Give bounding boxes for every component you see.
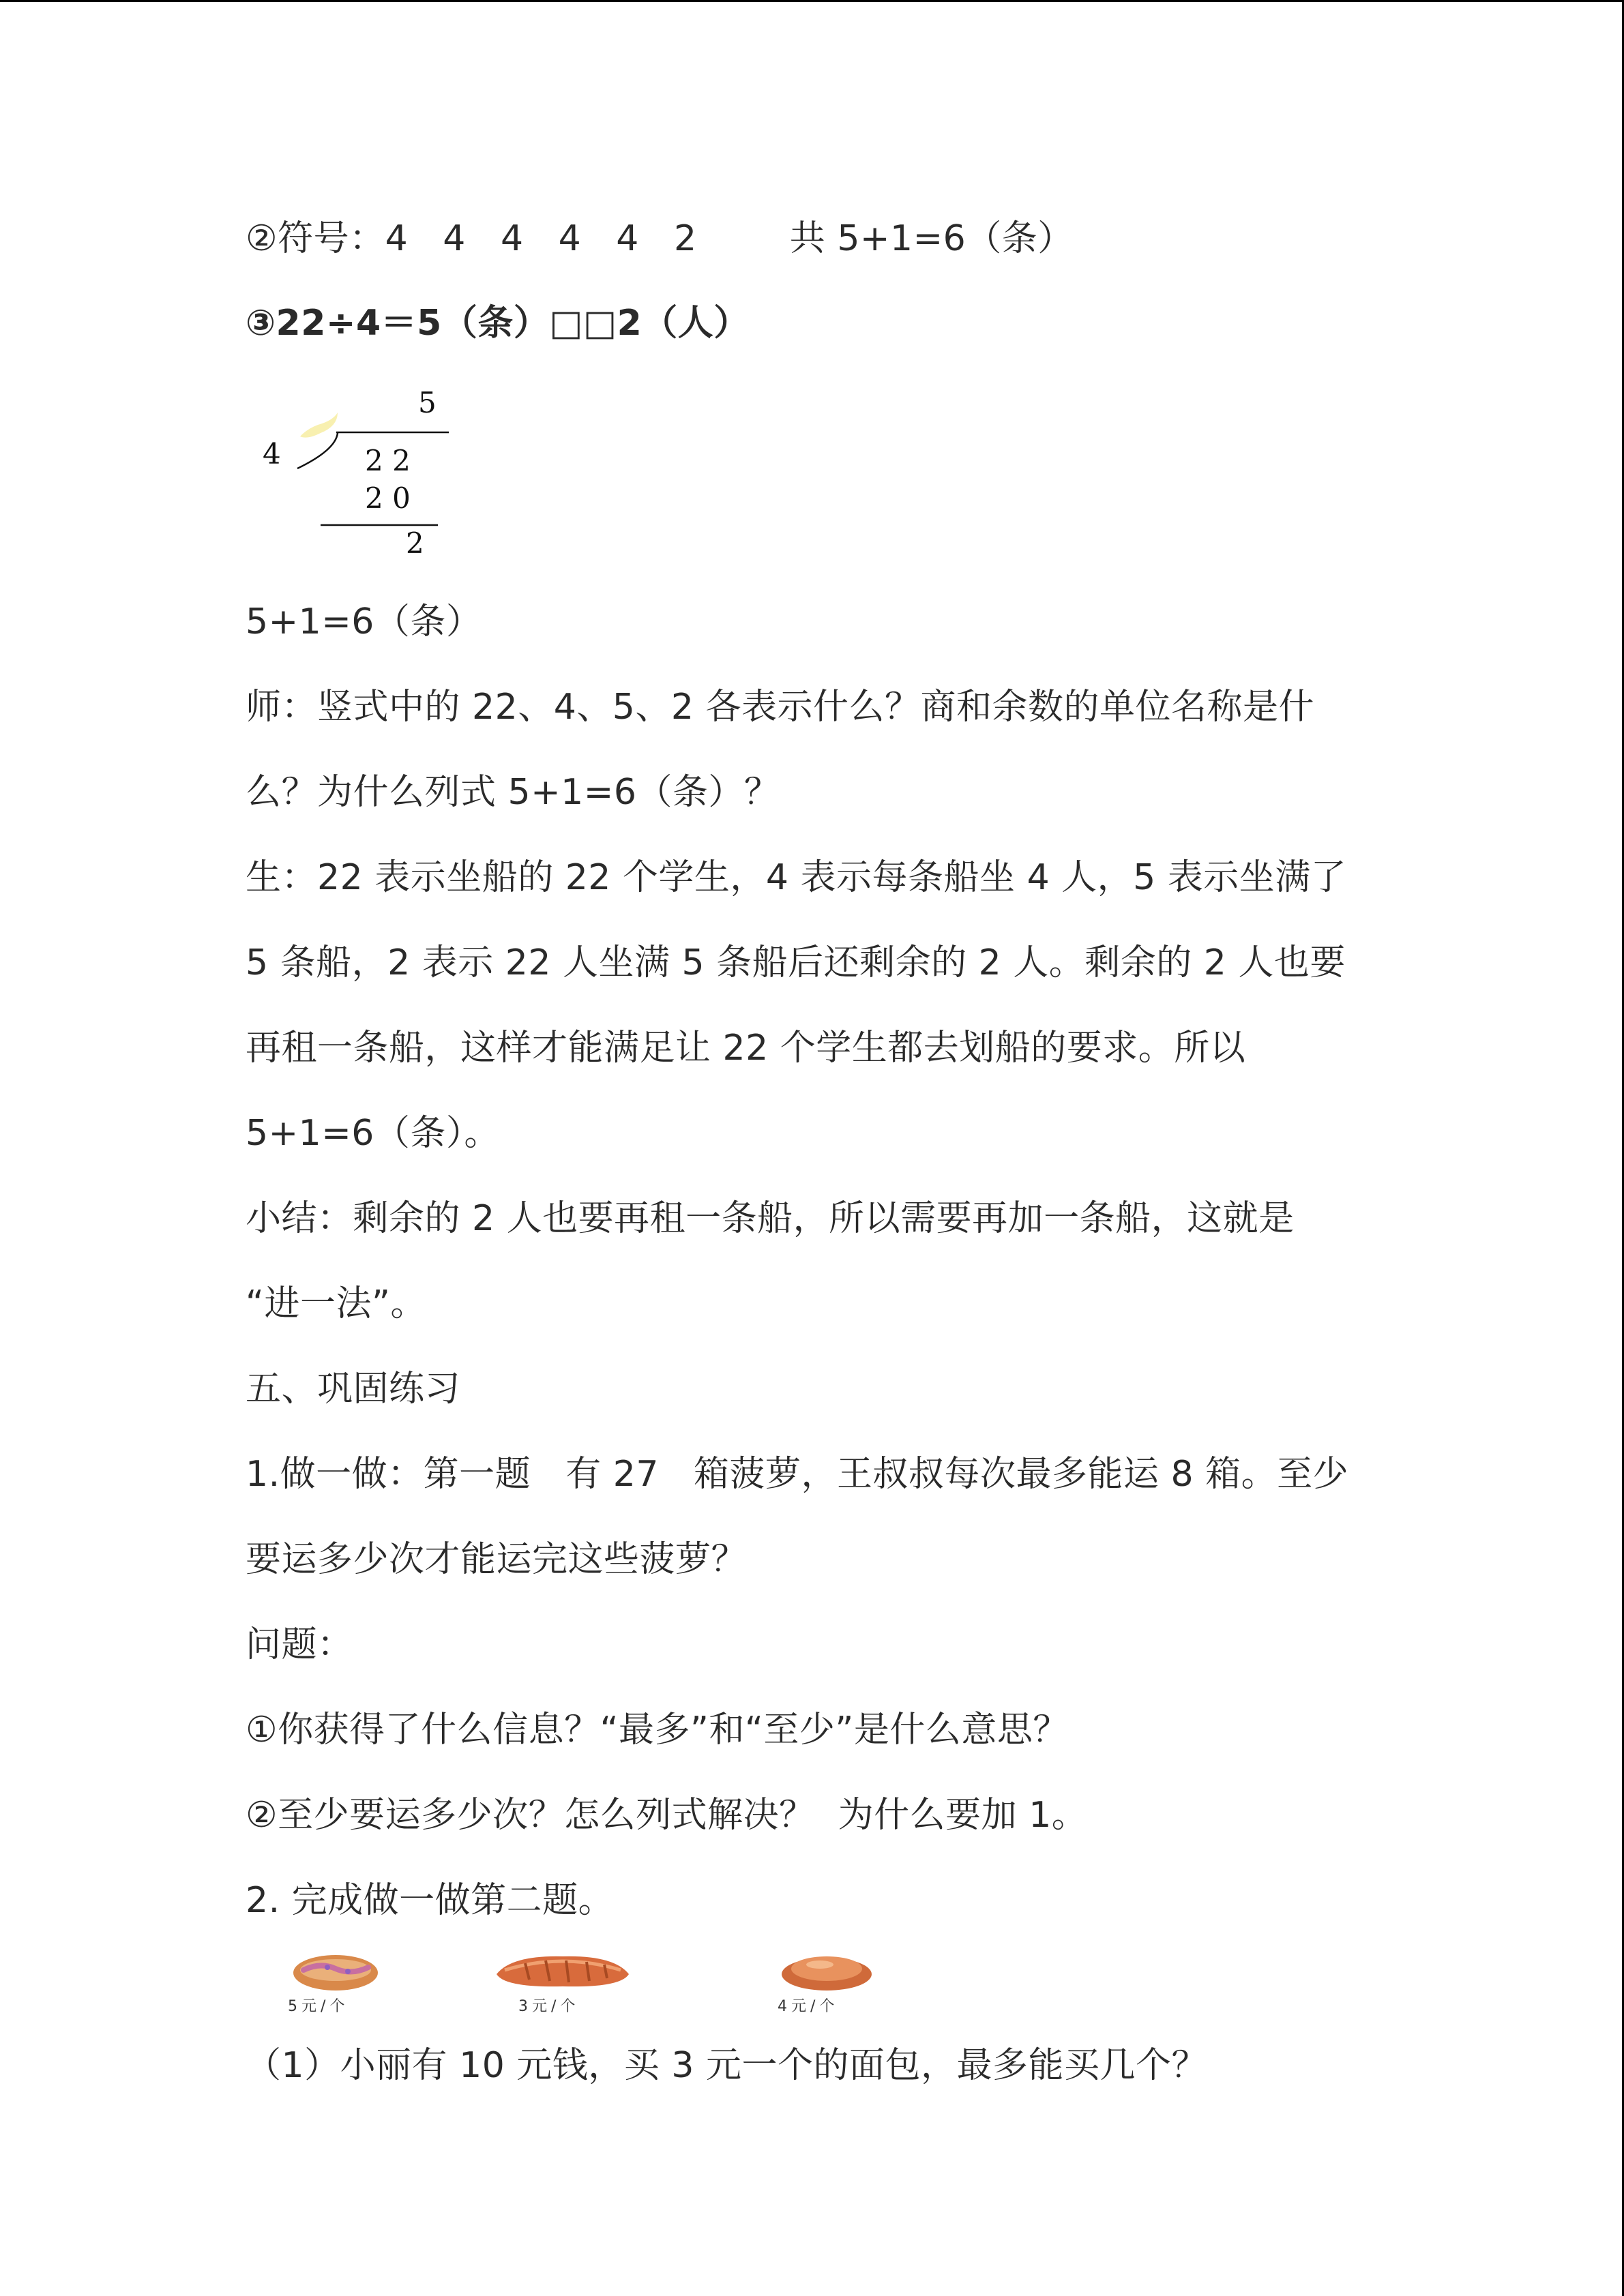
student-answer-line3: 再租一条船，这样才能满足让 22 个学生都去划船的要求。所以 [246,1028,1246,1069]
student-answer-line2: 5 条船，2 表示 22 人坐满 5 条船后还剩余的 2 人。剩余的 2 人也要 [246,942,1346,983]
student-answer-line4: 5+1=6（条）。 [246,1113,500,1154]
bracket-highlight [300,413,338,438]
bread-price-row [259,1947,941,2015]
exercise1-line1: 1.做一做：第一题 有 27 箱菠萝，王叔叔每次最多能运 8 箱。至少 [246,1454,1349,1495]
exercise1-line2: 要运多少次才能运完这些菠萝？ [246,1539,748,1580]
bread-price-3: 4元/个 [778,1998,839,2015]
bread-price-2: 3元/个 [518,1998,580,2015]
division-equation: ③22÷4＝5（条）□□2（人） [246,303,750,344]
quotient-text: 5 [418,386,437,419]
hotdog-bread-icon [286,1947,389,1995]
teacher-question-line1: 师：竖式中的 22、4、5、2 各表示什么？商和余数的单位名称是什 [246,687,1314,728]
summary-line1: 小结：剩余的 2 人也要再租一条船，所以需要再加一条船，这就是 [246,1198,1295,1239]
long-division-svg [252,378,471,569]
symbol-line: ②符号：4 4 4 4 4 2 共 5+1=6（条） [246,218,1074,259]
bread-price-1: 5元/个 [288,1998,349,2015]
exercise2-heading: 2. 完成做一做第二题。 [246,1880,615,1921]
calc-result: 5+1=6（条） [246,601,482,642]
division-bracket-curve [297,433,338,468]
page-top-border [0,0,1624,2]
remainder-text: 2 [406,526,424,560]
dividend-text: 2 2 [365,444,411,477]
round-bread-icon [778,1947,880,1995]
teacher-question-line2: 么？为什么列式 5+1=6（条）？ [246,772,780,813]
bread-item-1 [286,1947,389,2015]
divisor-text: 4 [263,437,281,471]
section-heading: 五、巩固练习 [246,1369,461,1410]
bread-item-3 [778,1947,880,2015]
bread-item-2 [491,1947,634,2015]
long-bread-icon [491,1947,634,1995]
summary-line2: “进一法”。 [246,1283,426,1324]
question-2: ②至少要运多少次？怎么列式解决？ 为什么要加 1。 [246,1795,1088,1836]
product-text: 2 0 [365,481,411,515]
exercise2-question-1: （1）小丽有 10 元钱，买 3 元一个的面包，最多能买几个？ [246,2045,1207,2086]
student-answer-line1: 生：22 表示坐船的 22 个学生，4 表示每条船坐 4 人，5 表示坐满了 [246,857,1347,898]
question-1: ①你获得了什么信息？“最多”和“至少”是什么意思？ [246,1710,1069,1750]
long-division-figure [252,378,471,569]
questions-label: 问题： [246,1624,353,1665]
